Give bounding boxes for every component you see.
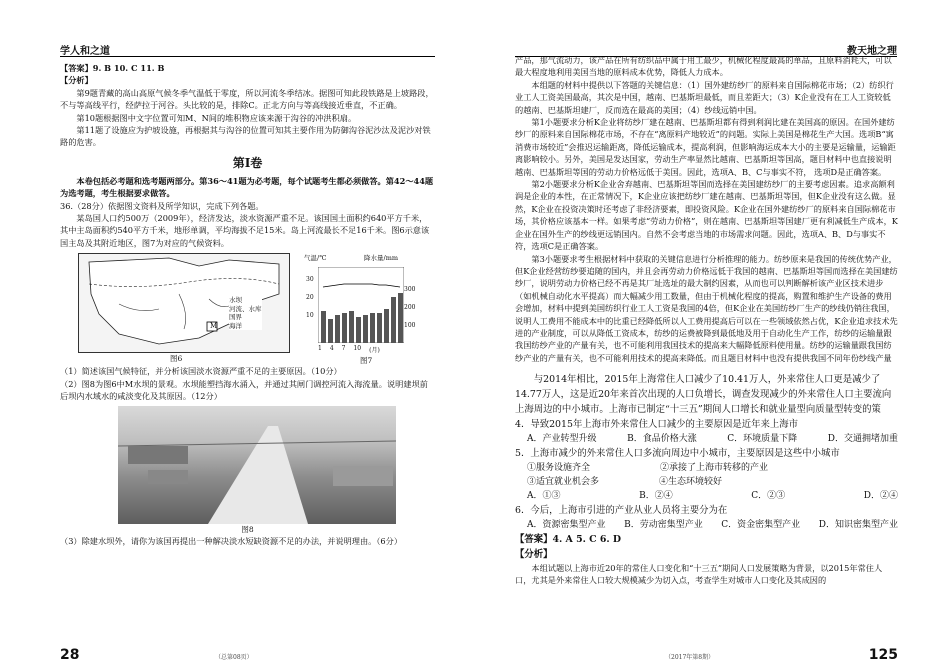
climate-temp-ticks	[306, 271, 314, 325]
climate-temp-label: 气温/℃	[304, 254, 327, 263]
right-paragraph-3: 第1小题要求分析K企业将纺纱厂建在越南、巴基斯坦都有得到利润比建在美国高的原因。在国外建纺纱厂的原料来自国际棉花市场，不存在“离原料产地较近”的问题。实际上美国是棉花生产大国。选项B“寓消费市场较近”会推迟运输距离，降低运输成本，提高利润，但影响海运成本大小的主要是运输量，运输距离影响较小。另外，美国是发达国家，劳动生产率显然比越南、巴基斯坦等国高，题目材料中也直接说明越南、巴基斯坦等国的劳动力价格远低于美国。因此，选项A、B、C与事实不符， 选项D是正确答案。	[515, 117, 896, 177]
option: D．交通拥堵加重	[827, 433, 898, 444]
map-legend	[229, 296, 262, 330]
footer-left: （总第08页）	[215, 654, 253, 661]
item: ④生态环境较好	[659, 476, 723, 487]
legend-border: 国界	[229, 313, 242, 322]
month-tick: 1	[318, 345, 322, 353]
climate-month-ticks	[318, 345, 418, 354]
option: C．资金密集型产业	[721, 519, 801, 530]
header-right: 教天地之理	[515, 42, 897, 57]
right-paragraph-2: 本组题的材料中提供以下答题的关键信息：（1）国外建纺纱厂的原料来自国际棉花市场；（2）纺织行业工人工资美国最高，其次是中国，越南、巴基斯坦最低，而且差距大；（3）K企业没有在工人工资较低的越南、巴基斯坦建厂，反而选在最高的美国；（4）纱线远销中国。	[515, 79, 894, 115]
analysis-label-right: 【分析】	[515, 548, 553, 560]
item: ②承接了上海市转移的产业	[660, 462, 769, 473]
footer-right: （2017年第8期）	[665, 654, 715, 661]
temp-tick: 30	[306, 276, 314, 284]
header-left: 学人和之道	[60, 42, 435, 57]
month-tick: 4	[329, 345, 334, 353]
sub-question-2: （2）图8为图6中M水坝的景观。水坝能塑挡海水涌入，并通过其闸门调控河流入海流量。说明建坝前后坝内水域水的咸淡变化及其原因。（12分）	[60, 378, 428, 402]
option: B．②④	[639, 490, 673, 501]
question-5-items-a	[515, 461, 898, 475]
answer-line: 【答案】9. B 10. C 11. B	[60, 63, 165, 73]
map-marker-m: M	[210, 322, 218, 331]
island-map	[78, 253, 290, 353]
paragraph-q9: 第9题青藏的高山高原气候冬季气温低于零度，所以河流冬季结冰。据图可知此段铁路是上坡路段，不与等高线平行，经萨拉于河谷。头比较的是，排除C。正北方向与等高线接近垂直，不正确。	[60, 87, 434, 111]
climate-rain-ticks	[404, 281, 415, 335]
option: C．环境质量下降	[727, 433, 798, 444]
rain-tick: 100	[404, 322, 416, 330]
population-intro: 与2014年相比，2015年上海常住人口减少了10.41万人，外来常住人口更是减少了14.77万人，这是近20年来首次出现的人口负增长，调查发现减少的外来常住人口主要流向上海周边的中小城市。上海市已制定“十三五”期间人口增长和就业量型向质量型转变的策	[515, 373, 892, 415]
exam-notice: 本卷包括必考题和选考题两部分。第36～41题为必考题，每个试题考生都必须做答。第42～44题为选考题，考生根据要求做答。	[60, 175, 434, 199]
option: C．②③	[751, 490, 786, 501]
option: D．知识密集型产业	[818, 519, 898, 530]
analysis-label: 【分析】	[60, 75, 93, 86]
sub-question-3: （3）除建水坝外，请你为该国再提出一种解决淡水短缺资源不足的办法，并说明理由。（6分）	[60, 535, 403, 546]
section-title: 第Ⅰ卷	[232, 155, 263, 170]
rain-tick: 200	[404, 304, 416, 312]
rain-tick: 300	[404, 286, 416, 294]
month-tick: 10	[353, 345, 362, 353]
option: D．②④	[863, 490, 898, 501]
fig7-caption: 图7	[360, 356, 373, 366]
figures-6-7	[60, 253, 435, 365]
item: ①服务设施齐全	[527, 462, 591, 473]
option: A．资源密集型产业	[527, 519, 606, 530]
question-36-text: 某岛国人口约500万（2009年），经济发达，淡水资源严重不足。该国国土面积约640平方千米，其中主岛面积约540平方千米，地形单调，平均海拔不足15米。岛上河流最长不足16千米。图6示意该国主岛及其附近地区，图7为对应的气候资料。	[60, 213, 430, 248]
paragraph-q10: 第10题根据图中文字位置可知M、N间的堆积物应该来源于沟谷的冲洪积扇。	[76, 112, 357, 123]
climate-chart	[304, 253, 434, 357]
option: B．食品价格大涨	[627, 433, 697, 444]
page-number-right: 125	[868, 647, 898, 663]
fig6-caption: 图6	[170, 354, 183, 364]
option: A．产业转型升级	[527, 433, 597, 444]
right-paragraph-4: 第2小题要求分析K企业舍弃越南、巴基斯坦等国而选择在美国建纺纱厂的主要考虑因素。追求高额利润是企业的本性，在正常情况下，K企业应该把纺纱厂建在越南、巴基斯坦等国，但K企业没有这么做。显然，K企业在投资决策时还考虑了非经济要素，即投资风险。K企业在国外建纺纱厂的原料来自国际棉花市场，其价格应该基本一样。如果考虑“劳动力价格”，则在越南、巴基斯坦等国建厂更有利减低生产成本，K企业在国外生产的纱线更远销国内。自然不会考虑当地的市场需求问题。因此，选项A、B、D与事实不符，选项C是正确答案。	[515, 179, 898, 252]
question-6: 6．今后，上海市引进的产业从业人员将主要分为在	[515, 504, 728, 516]
question-5: 5．上海市减少的外来常住人口多流向周边中小城市，主要原因是这些中小城市	[515, 447, 840, 459]
paragraph-q11: 第11题了设施应为护坡设施，再根据其与沟谷的位置可知其主要作用为防御沟谷泥沙汰及泥沙对铁路的危害。	[60, 125, 431, 148]
month-tick: 7	[341, 345, 346, 353]
question-4: 4．导致2015年上海市外来常住人口减少的主要原因是近年来上海市	[515, 418, 798, 430]
climate-rain-label: 降水量/mm	[364, 254, 399, 263]
sub-question-1: （1）简述该国气候特征，并分析该国淡水资源严重不足的主要原因。（10分）	[60, 366, 342, 377]
question-6-options	[515, 518, 898, 532]
temp-tick: 20	[306, 294, 314, 302]
fig8-caption: 图8	[241, 524, 254, 534]
right-page	[475, 0, 950, 671]
question-5-options	[515, 489, 898, 503]
right-paragraph-1: 产品，那气流动力，该产品在所有纺织品中属于用工最少，机械化程度最高的单品，且原料消耗大，可以最大程度地利用美国当地的原料成本优势，降低人力成本。	[515, 55, 892, 78]
legend-river: 河流、水库	[229, 304, 262, 313]
legend-dam: 水坝	[229, 296, 242, 305]
option: B．劳动密集型产业	[624, 519, 703, 530]
option: A．①③	[527, 490, 561, 501]
right-paragraph-analysis: 本组试题以上海市近20年的常住人口变化和“十三五”期间人口发展策略为背景，以2015年常住人口，尤其是外来常住人口较大规模减少为切入点，考查学生对城市人口变化及其成因的	[515, 562, 883, 585]
page-number-left: 28	[60, 647, 80, 663]
question-4-options	[515, 432, 898, 446]
answer-line-right: 【答案】4. A 5. C 6. D	[515, 533, 622, 545]
legend-sea: 海洋	[229, 321, 242, 330]
month-tick: (月)	[369, 347, 380, 355]
question-5-items-b	[515, 475, 898, 489]
temp-tick: 10	[306, 312, 314, 320]
item: ③适宜就业机会多	[527, 476, 600, 487]
dam-photo	[118, 406, 396, 524]
right-paragraph-5: 第3小题要求考生根据材料中获取的关键信息进行分析推理的能力。纺纱原来是我国的传统优势产业，但K企业经营纺纱要追随的国内，并且会再劳动力价格远低于我国的越南、巴基斯坦等国而选择在美国建纺纱厂，说明劳动力价格已经不再是其厂址选址的最大制约因素，从而也可以判断解析该产业区技术进步（如机械自动化水平提高）而大幅减少用工数量，但由于机械化程度的提高，购置和维护生产设备的费用会增加，材料中提到美国纺织行业工人工资是我国的4倍，但K企业在美国纺纱厂生产的纱线仍销往我国，说明人工费用不能成本中的比重已经降低所以人工费用提高后可以在一些领域依然占优，K企业追求技术先进的产业制度，可以从降低工资成本，纺纱的运费被降到最低地及用于自动化生产工作，纺纱的运输量跟我国纺纱产业的产量有关，也不可能利用我国技术的提高来大幅降低原料使用量。纺纱的运输量跟我国纺纱产业的产量有关，也不可能利用技术的提高来降低。而且题目材料中也没有提供我国不同年份纱线产量	[515, 253, 898, 363]
question-36: 36.（28分）依据图文资料及所学知识，完成下列各题。	[60, 200, 264, 211]
